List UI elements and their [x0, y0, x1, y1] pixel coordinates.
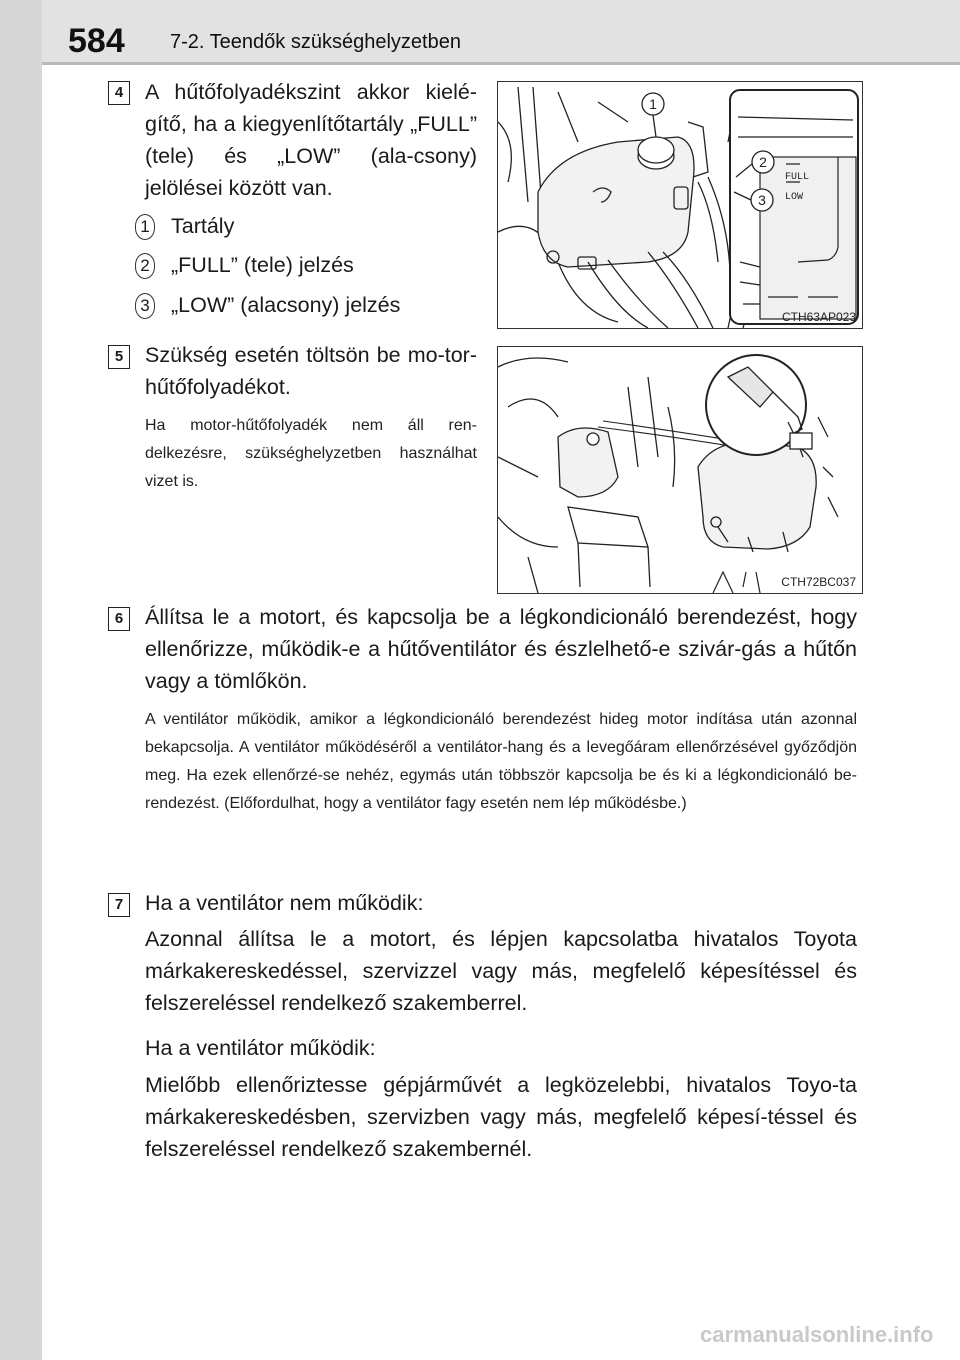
watermark: carmanualsonline.info [700, 1322, 934, 1347]
step-number-7: 7 [108, 893, 130, 917]
step-number-5: 5 [108, 345, 130, 369]
step-5-text: Szükség esetén töltsön be mo-tor-hűtőfolyadékot. [145, 343, 477, 399]
legend-number: 2 [133, 253, 157, 279]
header-band [0, 0, 960, 62]
callout-1: 1 [649, 96, 657, 112]
step-7-text-a: Azonnal állítsa le a motort, és lépjen kapcsolatba hivatalos Toyota márkakereskedéssel, szervizzel vagy más, megfelelő képesítéssel és felszereléssel rendelkező szakemberrel. [145, 927, 857, 1015]
filling-illustration [498, 347, 862, 593]
reservoir-figure [497, 81, 863, 329]
step-number-6: 6 [108, 607, 130, 631]
step-number-4: 4 [108, 81, 130, 105]
section-title: 7-2. Teendők szükséghelyzetben [170, 31, 461, 53]
step-4-text: A hűtőfolyadékszint akkor kielé-gítő, ha a kiegyenlítőtartály „FULL” (tele) és „LOW” (ala-csony) jelölései között van. [145, 80, 477, 200]
callout-2: 2 [759, 154, 767, 170]
legend-number: 1 [133, 214, 157, 240]
left-margin-band [0, 0, 42, 1360]
header-rule [0, 62, 960, 65]
step-7-condition-b: Ha a ventilátor működik: [145, 1036, 376, 1060]
page-number: 584 [68, 22, 125, 60]
filling-figure [497, 346, 863, 594]
callout-3: 3 [758, 192, 766, 208]
low-mark: LOW [785, 192, 804, 203]
step-6-note: A ventilátor működik, amikor a légkondicionáló berendezést hideg motor indítása után azonnal bekapcsolja. A ventilátor működéséről a ventilátor-hang és a levegőáram ellenőrzésével győződjön meg. Ha ezek ellenőrzé-se nehéz, egymás után többször kapcsolja be és ki a légkondicionáló be-rendezést. (Előfordulhat, hogy a ventilátor fagy esetén nem lép működésbe.) [145, 711, 857, 812]
figure-code: CTH63AP023 [781, 310, 856, 324]
full-mark: FULL [785, 172, 810, 183]
reservoir-illustration [498, 82, 862, 328]
legend-label: „LOW” (alacsony) jelzés [171, 293, 401, 317]
figure-code: CTH72BC037 [781, 575, 856, 589]
legend-label: Tartály [171, 214, 235, 238]
step-5-note: Ha motor-hűtőfolyadék nem áll ren-delkezésre, szükséghelyzetben használhat vizet is. [145, 417, 477, 490]
step-7-condition-a: Ha a ventilátor nem működik: [145, 891, 424, 915]
legend-number: 3 [133, 293, 157, 319]
step-6-text: Állítsa le a motort, és kapcsolja be a légkondicionáló berendezést, hogy ellenőrizze, működik-e a hűtőventilátor és észlelhető-e szivár-gás a hűtőn vagy a tömlőkön. [145, 605, 857, 693]
step-7-text-b: Mielőbb ellenőriztesse gépjárművét a legközelebbi, hivatalos Toyo-ta márkakereskedésben, szervizben vagy más, megfelelő képesí-téssel és felszereléssel rendelkező szakembernél. [145, 1073, 857, 1161]
legend-label: „FULL” (tele) jelzés [171, 253, 354, 277]
